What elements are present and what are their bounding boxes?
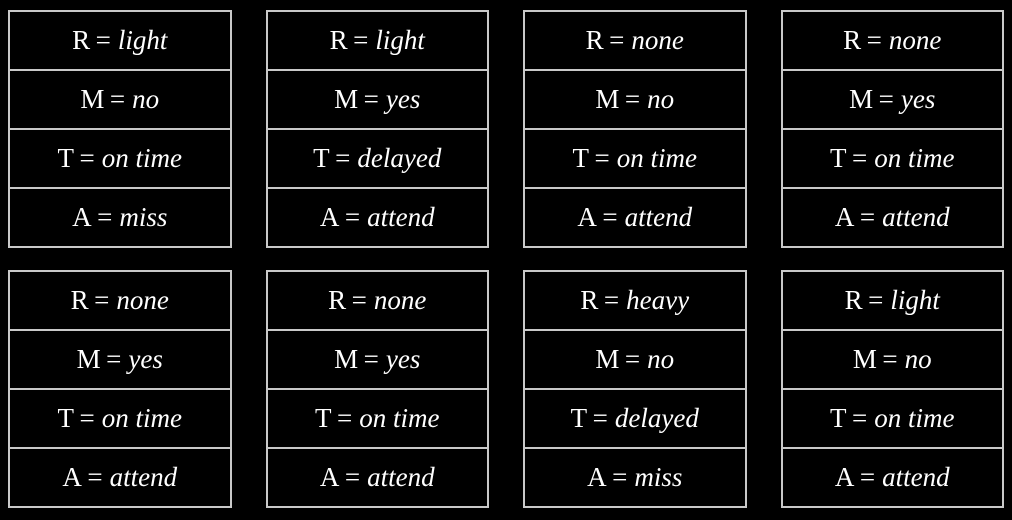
attribute-row [783, 272, 1003, 331]
attribute-value: light [117, 25, 168, 55]
attribute-value: attend [882, 202, 950, 232]
example-card [266, 270, 490, 508]
attribute-row [10, 12, 230, 71]
equals-sign: = [624, 84, 641, 114]
equals-sign: = [624, 344, 641, 374]
equals-sign: = [363, 344, 379, 374]
equals-sign: = [852, 403, 868, 433]
equals-sign: = [353, 25, 369, 55]
attribute-value: on time [101, 403, 182, 433]
attribute-name: T [830, 143, 847, 173]
equals-sign: = [592, 403, 608, 433]
equals-sign: = [109, 84, 126, 114]
attribute-row [268, 12, 488, 71]
attribute-row [783, 390, 1003, 449]
example-card [523, 270, 747, 508]
attribute-value: none [373, 285, 427, 315]
attribute-name: R [72, 25, 91, 55]
attribute-name: T [315, 403, 332, 433]
attribute-value: no [647, 84, 675, 114]
equals-sign: = [79, 143, 95, 173]
attribute-name: M [595, 344, 620, 374]
equals-sign: = [612, 462, 628, 492]
attribute-row [525, 390, 745, 449]
attribute-name: R [329, 25, 349, 55]
attribute-row [783, 71, 1003, 130]
attribute-value: yes [128, 344, 163, 374]
example-card [523, 10, 747, 248]
attribute-name: T [313, 143, 331, 173]
equals-sign: = [603, 285, 620, 315]
attribute-value: yes [900, 84, 936, 114]
attribute-value: miss [634, 462, 683, 492]
equals-sign: = [859, 202, 876, 232]
attribute-name: A [319, 462, 340, 492]
attribute-row [268, 189, 488, 246]
equals-sign: = [335, 143, 351, 173]
attribute-value: none [888, 25, 942, 55]
attribute-value: on time [359, 403, 440, 433]
equals-sign: = [609, 25, 625, 55]
attribute-row [268, 130, 488, 189]
attribute-name: A [319, 202, 340, 232]
attribute-name: A [577, 202, 598, 232]
attribute-row [268, 331, 488, 390]
attribute-value: light [375, 25, 425, 55]
attribute-name: M [334, 344, 359, 374]
attribute-row [525, 71, 745, 130]
example-card [781, 10, 1005, 248]
attribute-name: M [76, 344, 102, 374]
attribute-value: light [890, 285, 940, 315]
attribute-row [268, 272, 488, 331]
equals-sign: = [594, 143, 610, 173]
attribute-name: T [57, 143, 75, 173]
equals-sign: = [852, 143, 868, 173]
equals-sign: = [95, 25, 111, 55]
attribute-row [10, 449, 230, 506]
equals-sign: = [87, 462, 103, 492]
attribute-row [10, 130, 230, 189]
attribute-row [10, 390, 230, 449]
attribute-name: A [834, 202, 855, 232]
attribute-row [783, 189, 1003, 246]
equals-sign: = [94, 285, 110, 315]
attribute-value: on time [101, 143, 182, 173]
attribute-row [10, 272, 230, 331]
equals-sign: = [859, 462, 876, 492]
equals-sign: = [97, 202, 113, 232]
attribute-name: R [70, 285, 90, 315]
attribute-name: M [80, 84, 105, 114]
equals-sign: = [351, 285, 367, 315]
attribute-name: M [595, 84, 620, 114]
attribute-row [268, 390, 488, 449]
attribute-name: A [834, 462, 855, 492]
example-card [266, 10, 490, 248]
attribute-row [10, 331, 230, 390]
attribute-value: on time [616, 143, 697, 173]
attribute-value: attend [367, 202, 435, 232]
example-card [8, 270, 232, 508]
attribute-row [268, 71, 488, 130]
equals-sign: = [868, 285, 884, 315]
attribute-row [525, 272, 745, 331]
equals-sign: = [344, 202, 361, 232]
attribute-name: T [57, 403, 75, 433]
attribute-row [268, 449, 488, 506]
example-card [8, 10, 232, 248]
attribute-name: M [849, 84, 874, 114]
attribute-name: R [844, 285, 864, 315]
attribute-value: no [647, 344, 675, 374]
example-card [781, 270, 1005, 508]
attribute-value: none [631, 25, 684, 55]
equals-sign: = [79, 403, 95, 433]
attribute-row [783, 130, 1003, 189]
attribute-name: R [328, 285, 347, 315]
attribute-row [10, 189, 230, 246]
attribute-value: on time [874, 403, 955, 433]
attribute-value: delayed [357, 143, 442, 173]
attribute-row [525, 130, 745, 189]
attribute-row [525, 331, 745, 390]
attribute-value: yes [385, 84, 421, 114]
attribute-name: A [62, 462, 83, 492]
attribute-value: none [116, 285, 169, 315]
attribute-value: no [132, 84, 160, 114]
attribute-row [783, 331, 1003, 390]
attribute-value: delayed [614, 403, 699, 433]
attribute-name: A [587, 462, 608, 492]
attribute-name: R [580, 285, 599, 315]
attribute-value: yes [385, 344, 421, 374]
attribute-value: attend [882, 462, 950, 492]
attribute-name: M [334, 84, 359, 114]
attribute-value: attend [109, 462, 178, 492]
attribute-row [10, 71, 230, 130]
equals-sign: = [344, 462, 361, 492]
equals-sign: = [106, 344, 122, 374]
attribute-value: miss [119, 202, 168, 232]
attribute-name: R [843, 25, 862, 55]
attribute-value: attend [624, 202, 693, 232]
attribute-value: no [904, 344, 932, 374]
equals-sign: = [866, 25, 882, 55]
attribute-row [783, 449, 1003, 506]
attribute-row [525, 449, 745, 506]
equals-sign: = [882, 344, 898, 374]
equals-sign: = [363, 84, 379, 114]
attribute-row [525, 189, 745, 246]
equals-sign: = [878, 84, 894, 114]
attribute-name: R [585, 25, 605, 55]
attribute-name: M [852, 344, 878, 374]
equals-sign: = [602, 202, 618, 232]
attribute-value: on time [874, 143, 955, 173]
attribute-value: heavy [626, 285, 690, 315]
attribute-row [525, 12, 745, 71]
attribute-row [783, 12, 1003, 71]
attribute-name: T [572, 143, 590, 173]
attribute-name: T [570, 403, 588, 433]
attribute-value: attend [367, 462, 435, 492]
equals-sign: = [337, 403, 353, 433]
attribute-name: T [830, 403, 847, 433]
attribute-name: A [72, 202, 93, 232]
